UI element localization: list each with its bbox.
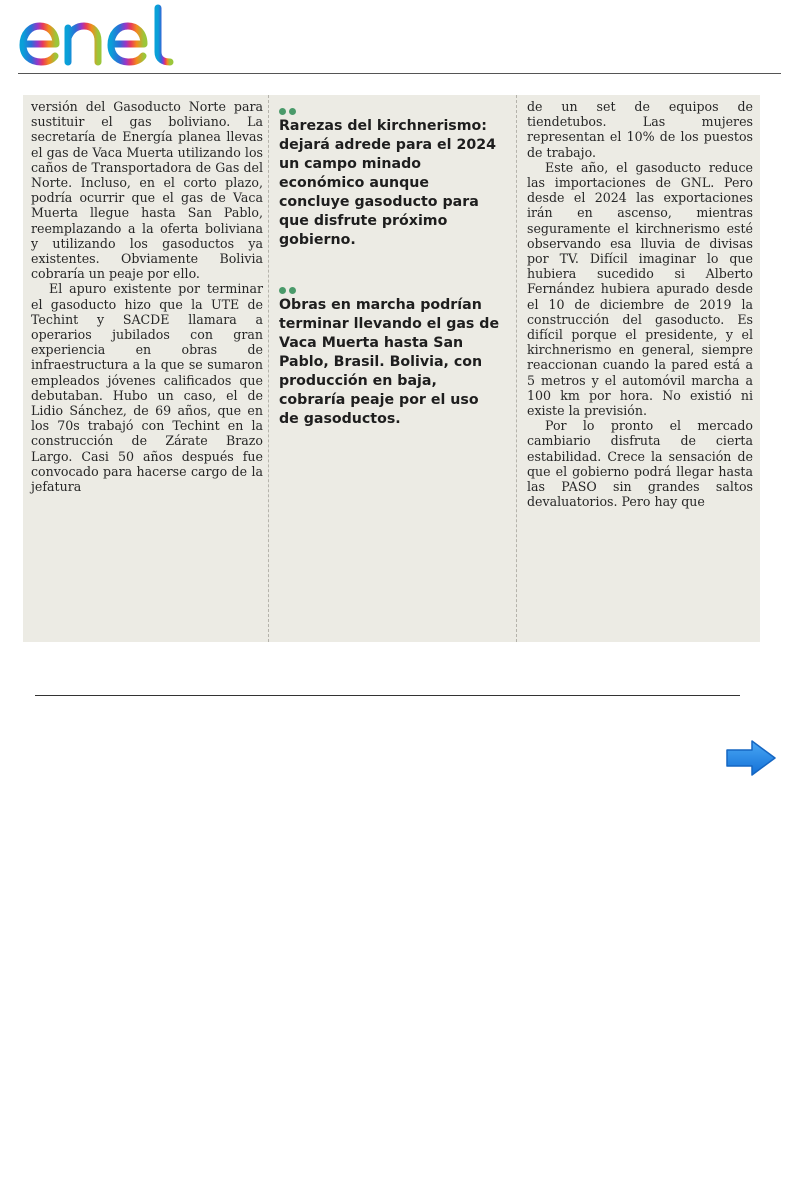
article-column-3 [527, 95, 753, 642]
article-paragraph: Este año, el gasoducto reduce las importaciones de GNL. Pero desde el 2024 las exportaciones irán en ascenso, mientras seguramente el kirchnerismo esté observando esa lluvia de divisas por TV. Difícil imaginar lo que hubiera sucedido si Alberto Fernández hubiera apurado desde el 10 de diciembre de 2019 la construcción del gasoducto. Es difícil porque el presidente, y el kirchnerismo en general, siempre reaccionan cuando la pared está a 5 metros y el automóvil marcha a 100 km por hora. No existió ni existe la previsión. [527, 159, 753, 419]
article-column-1 [31, 95, 263, 642]
article-paragraph: Por lo pronto el mercado cambiario disfruta de cierta estabilidad. Crece la sensación de que el gobierno podrá llegar hasta las PASO sin grandes saltos devaluatorios. Pero hay que [527, 418, 753, 510]
pullquote [279, 101, 501, 250]
arrow-right-icon[interactable] [724, 738, 778, 778]
enel-logo [16, 4, 181, 68]
pullquote-text: Rarezas del kirchnerismo: dejará adrede para el 2024 un campo minado económico aunque concluye gasoducto para que disfrute próximo gobierno. [279, 118, 496, 248]
article-paragraph: versión del Gasoducto Norte para sustituir el gas boliviano. La secretaría de Energía planea llevas el gas de Vaca Muerta utilizando los caños de Transportadora de Gas del Norte. Incluso, en el corto plazo, podría ocurrir que el gas de Vaca Muerta llegue hasta San Pablo, reemplazando a la oferta boliviana y utilizando los gasoductos ya existentes. Obviamente Bolivia cobraría un peaje por ello. [31, 99, 263, 282]
article-paragraph: El apuro existente por terminar el gasoducto hizo que la UTE de Techint y SACDE llamara a operarios jubilados con gran experiencia en obras de infraestructura a la que se sumaron empleados jóvenes calificados que debutaban. Hubo un caso, el de Lidio Sánchez, de 69 años, que en los 70s trabajó con Techint en la construcción de Zárate Brazo Largo. Casi 50 años después fue convocado para hacerse cargo de la jefatura [31, 281, 263, 495]
newspaper-clipping [23, 95, 760, 642]
double-dot-icon [279, 101, 501, 113]
double-dot-icon [279, 280, 501, 292]
pullquote-text: Obras en marcha podrían terminar llevando el gas de Vaca Muerta hasta San Pablo, Brasil. Bolivia, con producción en baja, cobraría peaje por el uso de gasoductos. [279, 297, 500, 427]
article-paragraph: de un set de equipos de tiendetubos. Las mujeres representan el 10% de los puestos de trabajo. [527, 99, 753, 160]
header-rule [18, 73, 781, 74]
footer-rule [35, 695, 740, 696]
column-divider [268, 95, 269, 642]
column-divider [516, 95, 517, 642]
pullquote [279, 280, 501, 429]
pullquote-column [279, 95, 501, 642]
